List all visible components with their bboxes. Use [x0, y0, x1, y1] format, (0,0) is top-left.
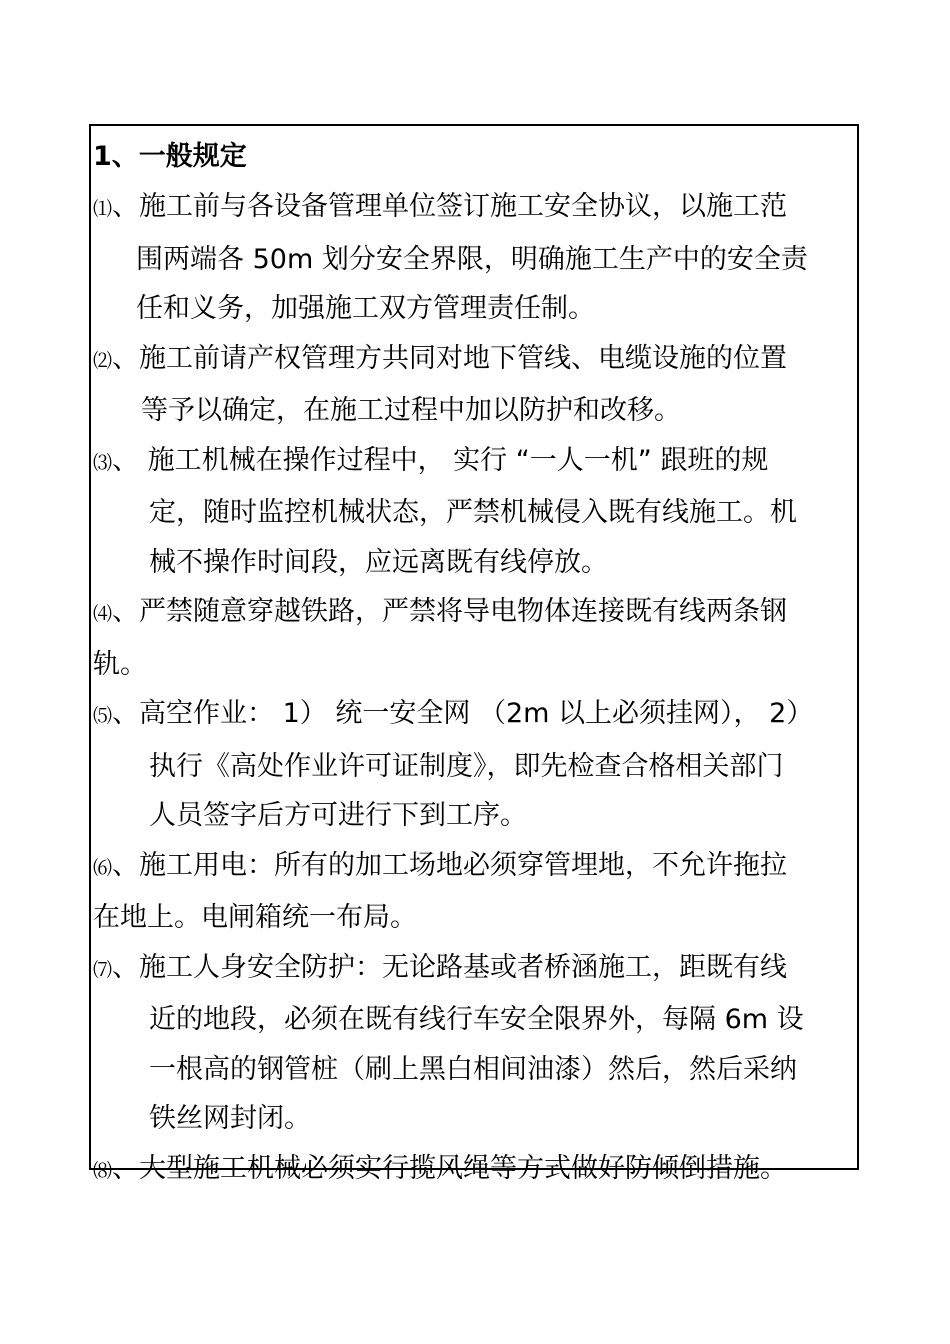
list-item-7 [93, 943, 857, 1144]
item-text-line: 械不操作时间段，应远离既有线停放。 [149, 546, 608, 578]
list-item-8 [93, 1144, 857, 1197]
item-text-line: 人员签字后方可进行下到工序。 [149, 800, 527, 831]
item-text-line: 一根高的钢管桩（刷上黑白相间油漆）然后，然后采纳 [149, 1053, 797, 1085]
item-text-line: 定，随时监控机械状态，严禁机械侵入既有线施工。机 [149, 497, 797, 528]
item-text-line: 、施工前请产权管理方共同对地下管线、电缆设施的位置 [112, 342, 788, 374]
item-text-line: 任和义务，加强施工双方管理责任制。 [136, 293, 595, 324]
item-number: ⑶ [93, 451, 113, 474]
item-text-line: 、高空作业： 1） 统一安全网 （2m 以上必须挂网）， 2） [112, 698, 814, 729]
item-number: ⑺ [93, 958, 113, 981]
item-text-line: 轨。 [93, 648, 147, 680]
item-text-line: 、大型施工机械必须实行揽风绳等方式做好防倾倒措施。 [112, 1152, 788, 1184]
item-text-line: 、施工用电：所有的加工场地必须穿管埋地，不允许拖拉 [112, 849, 788, 881]
item-text-line: 围两端各 50m 划分安全界限，明确施工生产中的安全责 [136, 243, 808, 275]
list-item-5 [93, 689, 857, 841]
item-text-line: 铁丝网封闭。 [149, 1103, 311, 1134]
item-text-line: 在地上。电闸箱统一布局。 [93, 902, 417, 933]
list-item-2 [93, 334, 857, 436]
item-text-line: 执行《高处作业许可证制度》，即先检查合格相关部门 [149, 750, 784, 782]
regulations-box [89, 124, 859, 1184]
item-text-line: 、施工人身安全防护：无论路基或者桥涵施工，距既有线 [112, 951, 788, 983]
list-item-6 [93, 841, 857, 943]
list-item-3 [93, 436, 857, 588]
item-text-line: 近的地段，必须在既有线行车安全限界外，每隔 6m 设 [149, 1004, 804, 1035]
list-item-1 [93, 182, 857, 334]
section-title: 1、一般规定 [93, 141, 247, 172]
item-text-line: 、 施工机械在操作过程中， 实行 “一人一机” 跟班的规 [112, 444, 769, 476]
item-number: ⑵ [93, 349, 113, 372]
item-number: ⑴ [93, 198, 113, 220]
item-number: ⑸ [93, 705, 113, 727]
item-number: ⑻ [93, 1159, 113, 1182]
item-text-line: 、严禁随意穿越铁路，严禁将导电物体连接既有线两条钢 [112, 596, 788, 627]
item-number: ⑷ [93, 603, 113, 625]
item-text-line: 等予以确定，在施工过程中加以防护和改移。 [141, 395, 681, 426]
item-text-line: 、施工前与各设备管理单位签订施工安全协议，以施工范 [112, 191, 788, 222]
item-number: ⑹ [93, 856, 113, 879]
list-item-4 [93, 587, 857, 689]
